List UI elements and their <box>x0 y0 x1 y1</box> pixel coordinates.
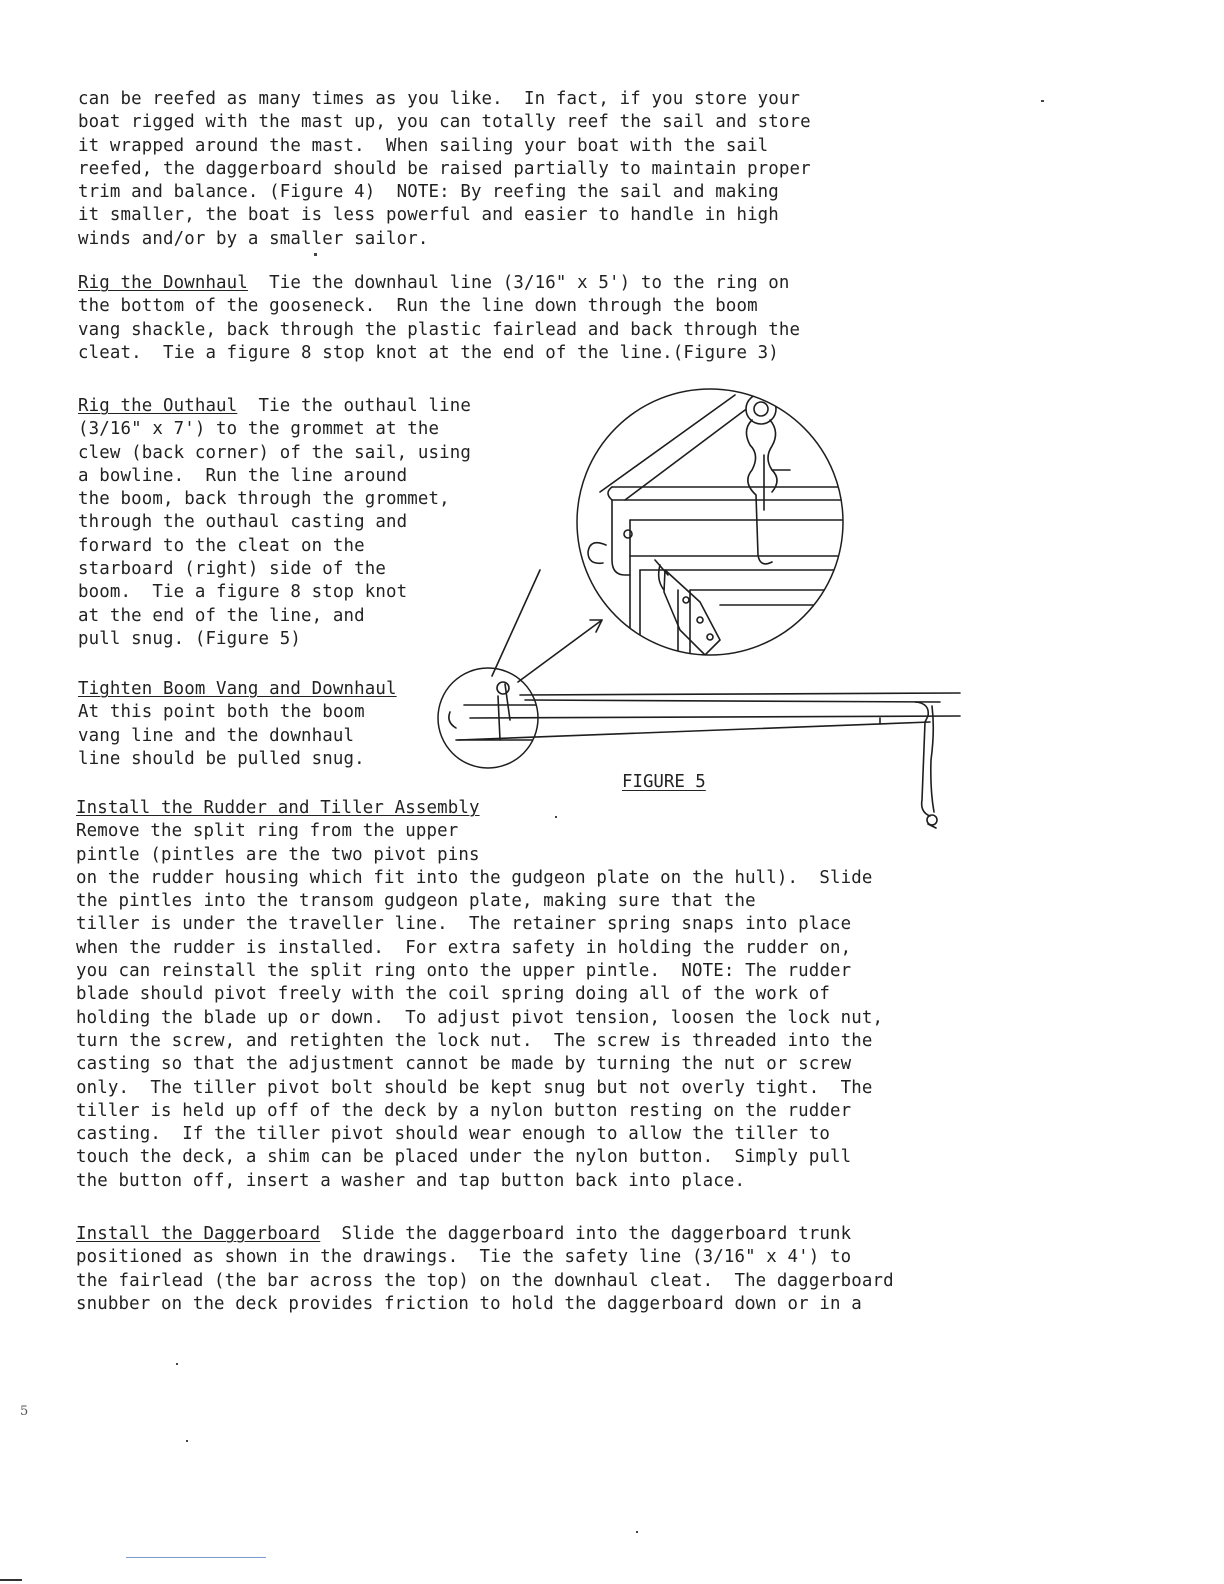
text-line: it smaller, the boat is less powerful and easier to handle in high <box>78 205 779 226</box>
text-line: line should be pulled snug. <box>78 748 365 769</box>
text-line: at the end of the line, and <box>78 605 365 626</box>
text-line: casting so that the adjustment cannot be made by turning the nut or screw <box>76 1054 852 1075</box>
text-line: cleat. Tie a figure 8 stop knot at the end of the line.(Figure 3) <box>78 342 779 363</box>
text-line: At this point both the boom <box>78 702 365 723</box>
text-line: when the rudder is installed. For extra safety in holding the rudder on, <box>76 937 852 958</box>
text-line: can be reefed as many times as you like. In fact, if you store your <box>78 89 801 109</box>
text-line: winds and/or by a smaller sailor. <box>78 228 429 249</box>
text-line: on the rudder housing which fit into the gudgeon plate on the hull). Slide <box>76 867 873 888</box>
detail-magnifier <box>577 389 860 665</box>
text-line: through the outhaul casting and <box>78 512 408 533</box>
speck <box>555 816 557 818</box>
text-line: the boom, back through the grommet, <box>78 489 450 510</box>
speck <box>186 1440 188 1442</box>
arrow-line <box>518 620 602 682</box>
text-line: snubber on the deck provides friction to hold the daggerboard down or in a <box>76 1293 862 1314</box>
text-line: (3/16" x 7') to the grommet at the <box>78 419 440 440</box>
tighten-heading: Tighten Boom Vang and Downhaul <box>78 679 397 699</box>
daggerboard-first-line: Slide the daggerboard into the daggerboard trunk <box>320 1224 852 1244</box>
text-line: blade should pivot freely with the coil spring doing all of the work of <box>76 984 831 1005</box>
pointer-line <box>492 570 540 676</box>
text-line: vang shackle, back through the plastic fairlead and back through the <box>78 319 801 340</box>
text-line: casting. If the tiller pivot should wear enough to allow the tiller to <box>76 1124 831 1145</box>
text-line: the button off, insert a washer and tap button back into place. <box>76 1170 746 1191</box>
text-line: starboard (right) side of the <box>78 559 386 580</box>
text-line: reefed, the daggerboard should be raised partially to maintain proper <box>78 158 811 179</box>
text-line: Remove the split ring from the upper <box>76 821 459 842</box>
page-number: 5 <box>20 1404 29 1419</box>
text-line: positioned as shown in the drawings. Tie the safety line (3/16" x 4') to <box>76 1247 852 1268</box>
footer-rule <box>126 1557 266 1558</box>
text-line: holding the blade up or down. To adjust pivot tension, loosen the lock nut, <box>76 1007 884 1028</box>
daggerboard-heading: Install the Daggerboard <box>76 1224 321 1244</box>
edge-mark <box>0 1579 22 1581</box>
speck <box>176 1363 178 1365</box>
text-line: pull snug. (Figure 5) <box>78 628 302 649</box>
text-line: clew (back corner) of the sail, using <box>78 442 471 463</box>
text-line: only. The tiller pivot bolt should be kept snug but not overly tight. The <box>76 1077 873 1098</box>
text-line: it wrapped around the mast. When sailing your boat with the sail <box>78 135 769 156</box>
text-line: you can reinstall the split ring onto the upper pintle. NOTE: The rudder <box>76 961 852 982</box>
text-line: the bottom of the gooseneck. Run the line down through the boom <box>78 296 758 317</box>
text-line: trim and balance. (Figure 4) NOTE: By reefing the sail and making <box>78 182 779 203</box>
text-line: tiller is held up off of the deck by a nylon button resting on the rudder <box>76 1100 852 1121</box>
boom <box>458 693 960 828</box>
speck <box>1041 100 1044 102</box>
outhaul-first-line: Tie the outhaul line <box>237 396 471 416</box>
text-line: touch the deck, a shim can be placed under the nylon button. Simply pull <box>76 1147 852 1168</box>
outhaul-heading: Rig the Outhaul <box>78 396 238 416</box>
text-line: boom. Tie a figure 8 stop knot <box>78 582 408 603</box>
text-line: turn the screw, and retighten the lock nut. The screw is threaded into the <box>76 1030 873 1051</box>
text-line: tiller is under the traveller line. The retainer spring snaps into place <box>76 914 852 935</box>
text-line: the pintles into the transom gudgeon plate, making sure that the <box>76 891 756 912</box>
text-line: boat rigged with the mast up, you can totally reef the sail and store <box>78 112 811 133</box>
text-line: a bowline. Run the line around <box>78 465 408 486</box>
text-line: the fairlead (the bar across the top) on the downhaul cleat. The daggerboard <box>76 1270 894 1291</box>
text-line: vang line and the downhaul <box>78 725 355 746</box>
text-line: forward to the cleat on the <box>78 535 365 556</box>
figure-caption: FIGURE 5 <box>622 772 706 792</box>
downhaul-heading: Rig the Downhaul <box>78 273 248 293</box>
speck <box>636 1531 638 1533</box>
downhaul-first-line: Tie the downhaul line (3/16" x 5') to the ring on <box>247 273 790 293</box>
rudder-heading: Install the Rudder and Tiller Assembly <box>76 798 480 818</box>
text-line: pintle (pintles are the two pivot pins <box>76 844 480 865</box>
